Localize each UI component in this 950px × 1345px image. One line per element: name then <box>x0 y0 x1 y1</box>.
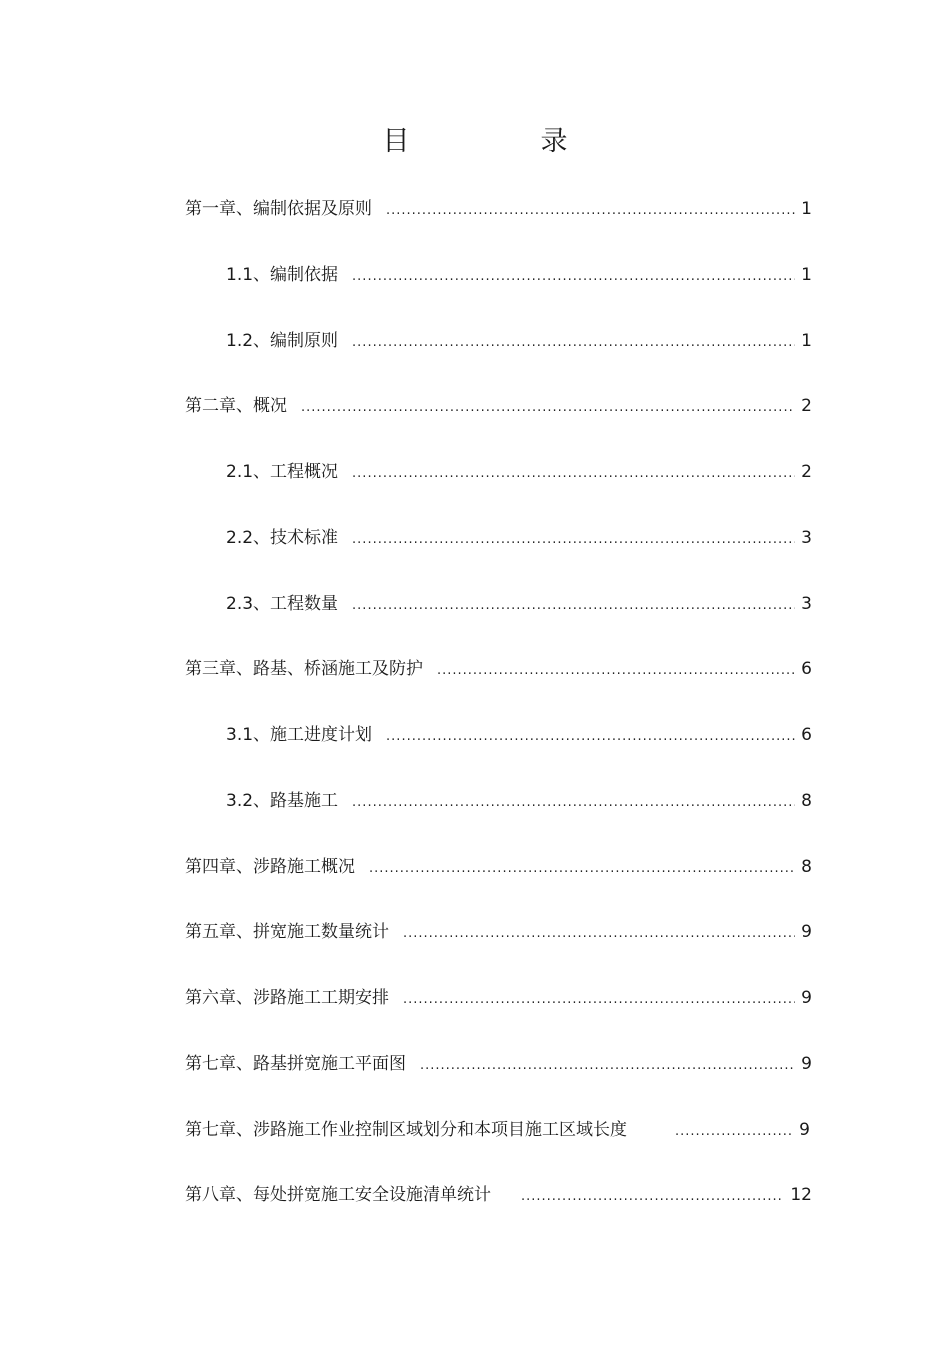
toc-entry-label: 1.2、编制原则 <box>226 331 339 351</box>
toc-entry-section-2-2[interactable] <box>226 525 812 551</box>
toc-entry-label: 第二章、概况 <box>185 396 287 416</box>
toc-entry-chapter-7a[interactable] <box>185 1051 812 1077</box>
toc-entry-page: 8 <box>801 857 812 877</box>
dot-leader <box>386 198 795 224</box>
dot-leader <box>352 790 795 816</box>
dot-leader <box>420 1053 795 1079</box>
toc-entry-label: 1.1、编制依据 <box>226 265 339 285</box>
toc-entry-chapter-7b[interactable] <box>185 1117 810 1143</box>
page-title: 目 录 <box>382 126 620 157</box>
toc-entry-page: 9 <box>801 922 812 942</box>
toc-entry-label: 3.2、路基施工 <box>226 791 339 811</box>
dot-leader <box>437 658 795 684</box>
toc-entry-label: 2.1、工程概况 <box>226 462 339 482</box>
toc-entry-label: 第七章、路基拼宽施工平面图 <box>185 1054 406 1074</box>
toc-entry-page: 3 <box>801 594 812 614</box>
toc-entry-page: 1 <box>801 199 812 219</box>
toc-entry-page: 9 <box>799 1120 810 1140</box>
toc-entry-page: 2 <box>801 396 812 416</box>
toc-entry-page: 2 <box>801 462 812 482</box>
toc-entry-page: 1 <box>801 331 812 351</box>
dot-leader <box>675 1119 793 1145</box>
toc-entry-label: 第四章、涉路施工概况 <box>185 857 355 877</box>
toc-entry-label: 3.1、施工进度计划 <box>226 725 373 745</box>
dot-leader <box>352 264 795 290</box>
toc-entry-section-2-3[interactable] <box>226 591 812 617</box>
toc-entry-label: 2.2、技术标准 <box>226 528 339 548</box>
toc-entry-page: 6 <box>801 659 812 679</box>
toc-entry-section-2-1[interactable] <box>226 459 812 485</box>
dot-leader <box>352 527 795 553</box>
toc-entry-chapter-1[interactable] <box>185 196 812 222</box>
dot-leader <box>352 330 795 356</box>
toc-entry-section-1-1[interactable] <box>226 262 812 288</box>
toc-entry-chapter-4[interactable] <box>185 854 812 880</box>
toc-entry-section-3-1[interactable] <box>226 722 812 748</box>
dot-leader <box>521 1184 784 1210</box>
toc-entry-chapter-8[interactable] <box>185 1182 812 1208</box>
toc-entry-page: 9 <box>801 1054 812 1074</box>
dot-leader <box>403 921 795 947</box>
toc-entry-page: 1 <box>801 265 812 285</box>
toc-entry-page: 3 <box>801 528 812 548</box>
toc-entry-page: 8 <box>801 791 812 811</box>
toc-entry-label: 第八章、每处拼宽施工安全设施清单统计 <box>185 1185 491 1205</box>
toc-entry-label: 第七章、涉路施工作业控制区域划分和本项目施工区域长度 <box>185 1120 627 1140</box>
dot-leader <box>386 724 795 750</box>
toc-entry-label: 第一章、编制依据及原则 <box>185 199 372 219</box>
toc-entry-label: 第三章、路基、桥涵施工及防护 <box>185 659 423 679</box>
toc-entry-label: 第五章、拼宽施工数量统计 <box>185 922 389 942</box>
toc-entry-section-3-2[interactable] <box>226 788 812 814</box>
toc-entry-chapter-5[interactable] <box>185 919 812 945</box>
dot-leader <box>301 395 795 421</box>
toc-entry-section-1-2[interactable] <box>226 328 812 354</box>
dot-leader <box>403 987 795 1013</box>
dot-leader <box>369 856 795 882</box>
toc-entry-label: 第六章、涉路施工工期安排 <box>185 988 389 1008</box>
toc-entry-chapter-3[interactable] <box>185 656 812 682</box>
toc-entry-chapter-6[interactable] <box>185 985 812 1011</box>
toc-entry-chapter-2[interactable] <box>185 393 812 419</box>
dot-leader <box>352 593 795 619</box>
toc-entry-page: 9 <box>801 988 812 1008</box>
toc-entry-page: 12 <box>790 1185 812 1205</box>
toc-entry-label: 2.3、工程数量 <box>226 594 339 614</box>
dot-leader <box>352 461 795 487</box>
toc-entry-page: 6 <box>801 725 812 745</box>
